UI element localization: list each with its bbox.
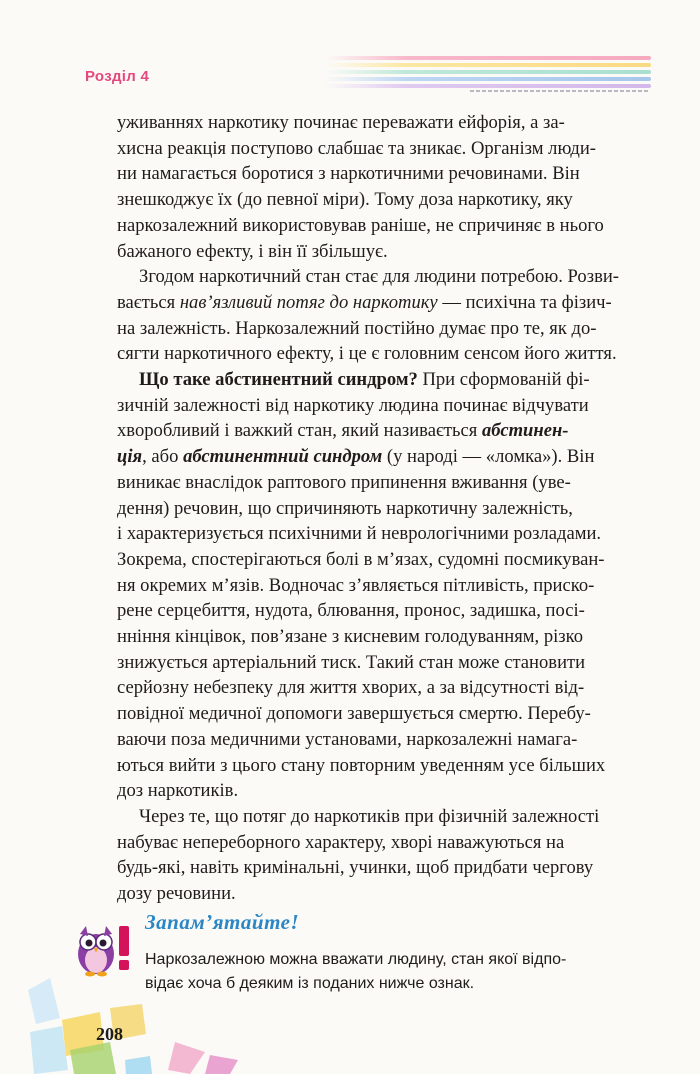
text-line: знижується артеріальний тиск. Такий стан може становити [117,651,586,673]
reminder-text [145,948,655,996]
header-stripe-pink [325,56,651,60]
page-number: 208 [96,1024,123,1044]
emphasis-term: абстинен- [482,420,569,442]
header-stripes [325,56,651,100]
text-line: будь-які, навіть кримінальні, учинки, щоб придбати чергову [117,857,594,879]
reminder-line: Наркозалежною можна вважати людину, стан якої відпо- [145,951,567,968]
header-stripe-blue [325,77,651,81]
text-line: ня окремих м’язів. Водночас з’являється пітливість, приско- [117,574,595,596]
text-line: набуває непереборного характеру, хворі наважуються на [117,831,565,853]
text-line: рене серцебиття, нудота, блювання, пронос, задишка, посі- [117,600,585,622]
text-line: Зокрема, спостерігаються болі в м’язах, судомні посмикуван- [117,548,605,570]
text-line: ються вийти з цього стану повторним уведенням усе більших [117,754,606,776]
header-stripe-yellow [325,63,651,67]
text-line: хисна реакція поступово слабшає та зникає. Організм люди- [117,137,596,159]
text-run: При сформованій фі- [417,369,590,391]
reminder-title: Запам’ятайте! [145,910,300,934]
header-rule [470,90,650,92]
body-text [117,110,650,907]
text-line: наркозалежний використовував раніше, не спричиняє в нього [117,214,604,236]
section-label: Розділ 4 [85,68,150,85]
text-run: (у народі — «ломка»). Він [382,446,595,468]
text-line: сягти наркотичного ефекту, і це є головним сенсом його життя. [117,343,617,365]
text-line: виникає внаслідок раптового припинення вживання (уве- [117,471,571,493]
text-run: вається [117,291,180,313]
paragraph-4 [117,804,650,907]
paragraph-3 [117,367,650,804]
text-line: ни намагається боротися з наркотичними речовинами. Він [117,163,580,185]
text-line: серйозну небезпеку для життя хворих, а за відсутності від- [117,677,585,699]
text-run: , або [142,446,184,468]
section-question-heading: Що таке абстинентний синдром? [139,369,418,391]
text-line: бажаного ефекту, і він її збільшує. [117,240,388,262]
text-line: повідної медичної допомоги завершується смертю. Перебу- [117,703,591,725]
paragraph-1 [117,110,650,264]
text-line: дення) речовин, що спричиняють наркотичну залежність, [117,497,573,519]
text-line: уживаннях наркотику починає переважати ейфорія, а за- [117,112,565,133]
text-line [117,290,650,316]
text-line: нніння кінцівок, пов’язане з кисневим голодуванням, різко [117,626,584,648]
text-line: дозу речовини. [117,883,236,905]
text-line: ваючи поза медичними установами, наркозалежні намага- [117,728,578,750]
text-line [117,418,650,444]
text-run: — психічна та фізич- [437,291,612,313]
exclamation-icon [117,926,131,970]
header-stripe-green [325,70,651,74]
text-line: Через те, що потяг до наркотиків при фізичній залежності [139,805,600,827]
reminder-line: відає хоча б деяким із поданих нижче ознак. [145,975,475,992]
emphasis-term: нав’язливий потяг до наркотику [179,291,438,313]
emphasis-term: абстинентний синдром [183,446,383,468]
page-header [0,50,700,100]
header-stripe-violet [325,84,651,88]
text-line: на залежність. Наркозалежний постійно думає про те, як до- [117,317,597,339]
text-line: доз наркотиків. [117,780,239,802]
text-line: знешкоджує їх (до певної міри). Тому доза наркотику, яку [117,189,573,211]
text-line: Згодом наркотичний стан стає для людини потребою. Розви- [139,266,619,288]
text-line: і характеризується психічними й неврологічними розладами. [117,523,602,545]
text-run: хворобливий і важкий стан, який називається [117,420,482,442]
text-line [117,367,650,393]
text-line [117,444,650,470]
emphasis-term: ція [117,446,143,468]
paragraph-2 [117,264,650,367]
text-line: зичній залежності від наркотику людина починає відчувати [117,394,589,416]
